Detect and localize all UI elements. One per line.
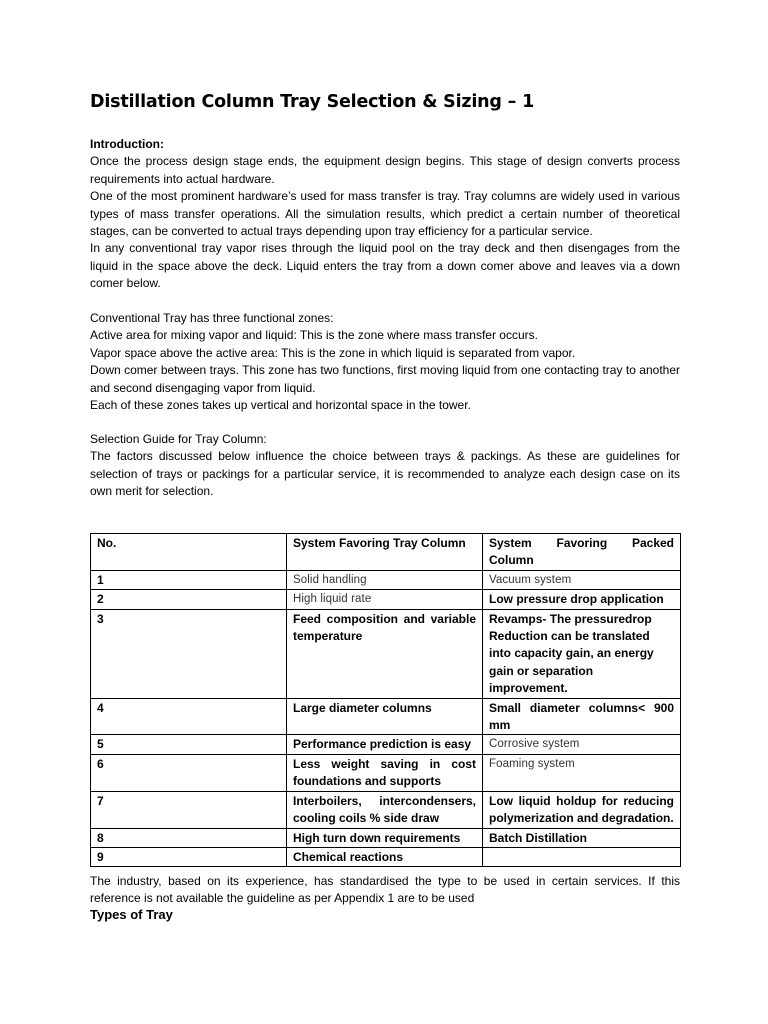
tray-cell: High liquid rate: [287, 590, 483, 609]
table-row: [91, 590, 681, 609]
guide-paragraph: The factors discussed below influence the choice between trays & packings. As these are guidelines for selection of trays or packings for a particular service, it is recommended to analyze each design case on its own merit for selection.: [90, 449, 680, 499]
zones-heading: Conventional Tray has three functional zones:: [90, 311, 334, 325]
guide-heading: Selection Guide for Tray Column:: [90, 432, 267, 446]
introduction-paragraph: One of the most prominent hardware’s used for mass transfer is tray. Tray columns are widely used in various types of mass transfer operations. All the simulation results, which predict a certain number of theoretical stages, can be converted to actual trays depending upon tray efficiency for a particular service.: [90, 189, 680, 239]
table-row: [91, 847, 681, 866]
zones-line: Down comer between trays. This zone has two functions, first moving liquid from one contacting tray to another and second disengaging vapor from liquid.: [90, 363, 680, 395]
introduction-heading: Introduction:: [90, 137, 164, 151]
table-row: [91, 754, 681, 791]
tray-cell: Feed composition and variable temperature: [287, 609, 483, 698]
row-number: 2: [91, 590, 287, 609]
header-tray-column: System Favoring Tray Column: [287, 534, 483, 571]
tray-cell: High turn down requirements: [287, 828, 483, 847]
header-packed-column: System Favoring Packed Column: [483, 534, 681, 571]
row-number: 3: [91, 609, 287, 698]
row-number: 9: [91, 847, 287, 866]
tray-cell: Large diameter columns: [287, 698, 483, 735]
zones-line: Active area for mixing vapor and liquid: This is the zone where mass transfer occurs.: [90, 328, 538, 343]
introduction-paragraph: In any conventional tray vapor rises through the liquid pool on the tray deck and then disengages from the liquid in the space above the deck. Liquid enters the tray from a down comer above and leaves via a down comer below.: [90, 241, 680, 291]
packed-cell: Vacuum system: [483, 570, 681, 589]
tray-cell: Less weight saving in cost foundations and supports: [287, 754, 483, 791]
table-row: [91, 570, 681, 589]
introduction-section: [90, 136, 680, 293]
functional-zones-section: [90, 310, 680, 414]
table-header-row: [91, 534, 681, 571]
selection-table: [90, 533, 681, 867]
zones-line: Each of these zones takes up vertical and horizontal space in the tower.: [90, 398, 471, 413]
packed-cell: Foaming system: [483, 754, 681, 791]
packed-cell: Low liquid holdup for reducing polymerization and degradation.: [483, 791, 681, 828]
types-of-tray-heading: Types of Tray: [90, 907, 173, 922]
selection-guide-section: [90, 431, 680, 501]
row-number: 8: [91, 828, 287, 847]
table-row: [91, 791, 681, 828]
row-number: 6: [91, 754, 287, 791]
closing-section: [90, 873, 680, 908]
row-number: 1: [91, 570, 287, 589]
packed-cell: Batch Distillation: [483, 828, 681, 847]
row-number: 7: [91, 791, 287, 828]
row-number: 5: [91, 735, 287, 754]
zones-line: Vapor space above the active area: This is the zone in which liquid is separated from vapor.: [90, 345, 576, 360]
packed-cell: [483, 847, 681, 866]
packed-cell: Revamps- The pressuredrop Reduction can be translated into capacity gain, an energy gain or separation improvement.: [483, 609, 681, 698]
tray-cell: Interboilers, intercondensers, cooling coils % side draw: [287, 791, 483, 828]
header-no: No.: [91, 534, 287, 571]
packed-cell: Small diameter columns< 900 mm: [483, 698, 681, 735]
row-number: 4: [91, 698, 287, 735]
page-title: Distillation Column Tray Selection & Sizing – 1: [90, 92, 535, 112]
closing-paragraph: The industry, based on its experience, has standardised the type to be used in certain services. If this reference is not available the guideline as per Appendix 1 are to be used: [90, 874, 680, 906]
table-row: [91, 735, 681, 754]
table-row: [91, 609, 681, 698]
packed-cell: Low pressure drop application: [483, 590, 681, 609]
tray-cell: Solid handling: [287, 570, 483, 589]
table-row: [91, 698, 681, 735]
introduction-paragraph: Once the process design stage ends, the equipment design begins. This stage of design converts process requirements into actual hardware.: [90, 154, 680, 186]
tray-cell: Chemical reactions: [287, 847, 483, 866]
packed-cell: Corrosive system: [483, 735, 681, 754]
table-row: [91, 828, 681, 847]
tray-cell: Performance prediction is easy: [287, 735, 483, 754]
